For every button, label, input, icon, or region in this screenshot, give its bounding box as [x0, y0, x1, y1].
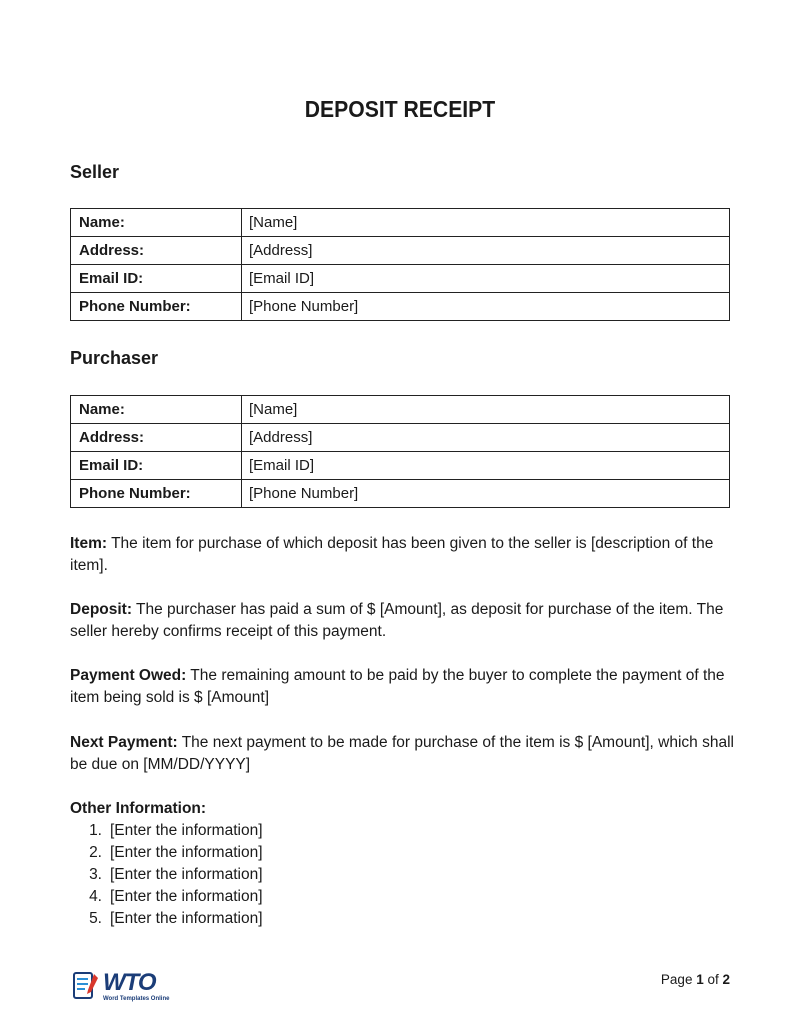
list-item-number: 5. [89, 910, 102, 927]
list-item [70, 842, 263, 864]
wto-logo [72, 970, 169, 1002]
purchaser-email-value[interactable]: [Email ID] [242, 452, 730, 480]
purchaser-phone-label: Phone Number: [71, 480, 242, 508]
page-prefix: Page [660, 972, 697, 987]
seller-table [70, 208, 730, 321]
seller-email-label: Email ID: [71, 265, 242, 293]
list-item-number: 3. [89, 866, 102, 883]
purchaser-name-label: Name: [71, 396, 242, 424]
purchaser-address-label: Address: [71, 424, 242, 452]
table-row [71, 209, 730, 237]
seller-name-label: Name: [71, 209, 242, 237]
list-item [70, 886, 263, 908]
payment-owed-clause [70, 665, 735, 709]
item-clause [70, 533, 735, 577]
table-row [71, 452, 730, 480]
page-number [661, 972, 730, 987]
table-row [71, 265, 730, 293]
list-item [70, 908, 263, 930]
page-current: 1 [696, 972, 704, 987]
seller-address-value[interactable]: [Address] [242, 237, 730, 265]
list-item-text[interactable]: [Enter the information] [110, 910, 263, 927]
table-row [71, 424, 730, 452]
list-item [70, 820, 263, 842]
other-info-list [70, 820, 263, 930]
document-title: DEPOSIT RECEIPT [304, 96, 496, 122]
table-row [71, 237, 730, 265]
purchaser-name-value[interactable]: [Name] [242, 396, 730, 424]
purchaser-address-value[interactable]: [Address] [242, 424, 730, 452]
deposit-clause [70, 599, 735, 643]
seller-phone-label: Phone Number: [71, 293, 242, 321]
list-item-text[interactable]: [Enter the information] [110, 844, 263, 861]
list-item-number: 4. [89, 888, 102, 905]
deposit-label: Deposit: [70, 601, 132, 618]
list-item-text[interactable]: [Enter the information] [110, 866, 263, 883]
list-item-text[interactable]: [Enter the information] [110, 888, 263, 905]
table-row [71, 480, 730, 508]
seller-email-value[interactable]: [Email ID] [242, 265, 730, 293]
logo-wordmark: WTO [103, 968, 156, 996]
deposit-text: The purchaser has paid a sum of $ [Amount], as deposit for purchase of the item. The seller hereby confirms receipt of this payment. [70, 601, 724, 640]
table-row [71, 293, 730, 321]
purchaser-phone-value[interactable]: [Phone Number] [242, 480, 730, 508]
payment-owed-label: Payment Owed: [70, 667, 187, 684]
item-text: The item for purchase of which deposit has been given to the seller is [description of the item]. [70, 535, 714, 574]
seller-heading: Seller [70, 162, 120, 182]
next-payment-label: Next Payment: [70, 734, 178, 751]
page-total: 2 [722, 972, 730, 987]
seller-name-value[interactable]: [Name] [242, 209, 730, 237]
other-info-heading: Other Information: [70, 800, 207, 817]
purchaser-email-label: Email ID: [71, 452, 242, 480]
item-label: Item: [70, 535, 108, 552]
seller-address-label: Address: [71, 237, 242, 265]
seller-phone-value[interactable]: [Phone Number] [242, 293, 730, 321]
list-item-text[interactable]: [Enter the information] [110, 822, 263, 839]
page-separator: of [703, 972, 723, 987]
payment-owed-text: The remaining amount to be paid by the buyer to complete the payment of the item being sold is $ [Amount] [70, 667, 725, 706]
table-row [71, 396, 730, 424]
next-payment-text: The next payment to be made for purchase of the item is $ [Amount], which shall be due on [MM/DD/YYYY] [70, 734, 734, 773]
purchaser-heading: Purchaser [70, 348, 159, 368]
purchaser-table [70, 395, 730, 508]
logo-tagline: Word Templates Online [103, 995, 170, 1002]
list-item-number: 1. [89, 822, 102, 839]
next-payment-clause [70, 732, 735, 776]
list-item [70, 864, 263, 886]
document-logo-icon [72, 970, 100, 1002]
list-item-number: 2. [89, 844, 102, 861]
